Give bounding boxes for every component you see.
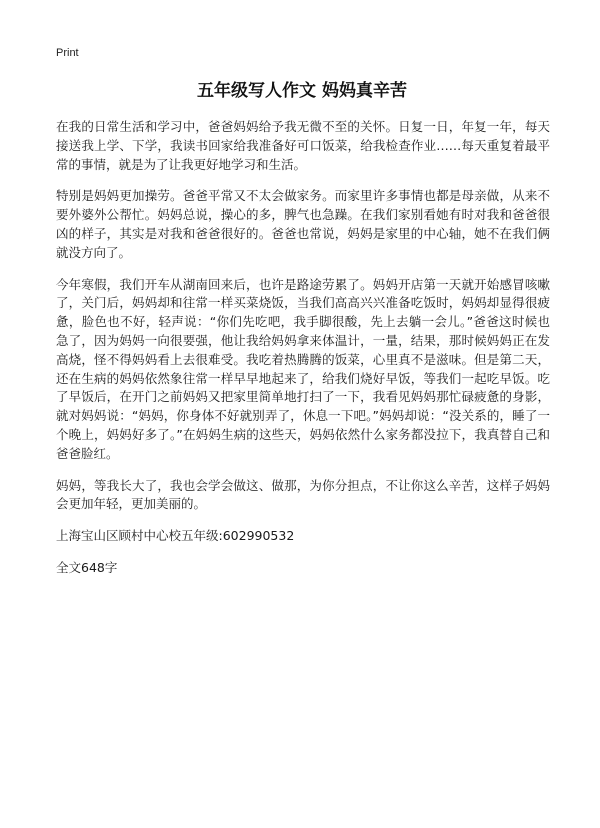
article-paragraph: 在我的日常生活和学习中，爸爸妈妈给予我无微不至的关怀。日复一日，年复一年，每天接送我上学、下学，我读书回家给我准备好可口饭菜，给我检查作业……每天重复着最平常的事情，就是为了让我更好地学习和生活。: [56, 119, 550, 172]
author-signature: 上海宝山区顾村中心校五年级:602990532: [56, 528, 295, 544]
article-paragraph: 特别是妈妈更加操劳。爸爸平常又不太会做家务。而家里许多事情也都是母亲做，从来不要外婆外公帮忙。妈妈总说，操心的多，脾气也急躁。在我们家别看她有时对我和爸爸很凶的样子，其实是对我和爸爸很好的。爸爸也常说，妈妈是家里的中心轴，她不在我们俩就没方向了。: [56, 188, 550, 260]
article-paragraph: 今年寒假，我们开车从湖南回来后，也许是路途劳累了。妈妈开店第一天就开始感冒咳嗽了，关门后，妈妈却和往常一样买菜烧饭，当我们高高兴兴准备吃饭时，妈妈却显得很疲惫，脸色也不好，轻声说：“你们先吃吧，我手脚很酸，先上去躺一会儿。”爸爸这时候也急了，因为妈妈一向很要强，他让我给妈妈拿来体温计，一量，结果，那时候妈妈正在发高烧，怪不得妈妈看上去很难受。我吃着热腾腾的饭菜，心里真不是滋味。但是第二天，还在生病的妈妈依然象往常一样早早地起来了，给我们烧好早饭，等我们一起吃早饭。吃了早饭后，在开门之前妈妈又把家里简单地打扫了一下，我看见妈妈那忙碌疲惫的身影，就对妈妈说：“妈妈，你身体不好就别弄了，休息一下吧。”妈妈却说：“没关系的，睡了一个晚上，妈妈好多了。”在妈妈生病的这些天，妈妈依然什么家务都没拉下，我真替自己和爸爸脸红。: [56, 276, 550, 461]
article-paragraph: 妈妈，等我长大了，我也会学会做这、做那，为你分担点，不让你这么辛苦，这样子妈妈会更加年轻，更加美丽的。: [56, 477, 550, 512]
article-title: 五年级写人作文 妈妈真辛苦: [197, 81, 407, 101]
print-link[interactable]: Print: [56, 47, 79, 59]
article-body: [56, 118, 550, 578]
word-count: 全文648字: [56, 559, 118, 575]
